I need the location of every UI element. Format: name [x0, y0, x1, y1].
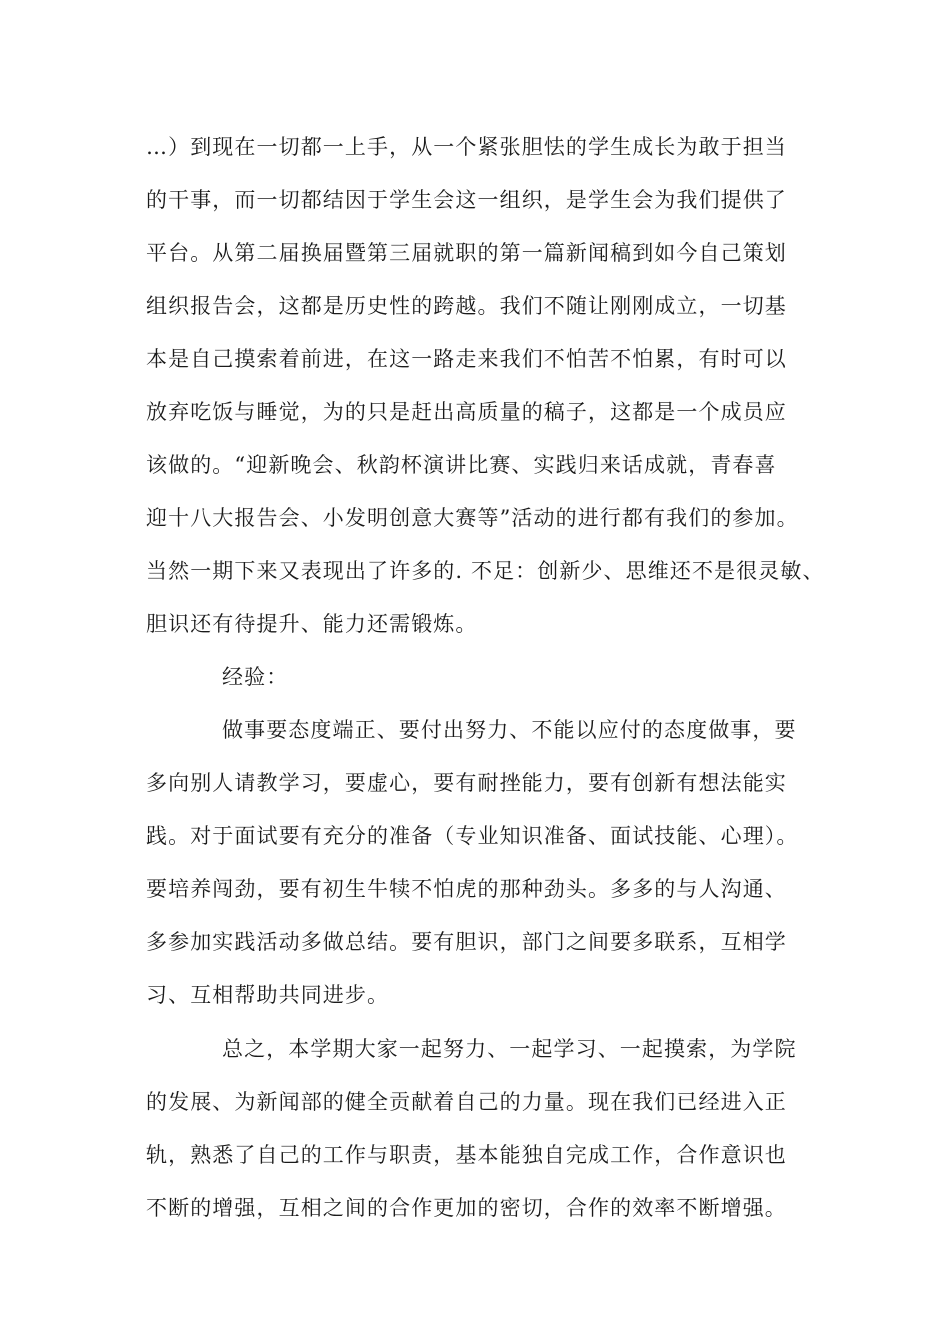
section-heading: 经验： [222, 665, 289, 689]
paragraph-1-line-3: 平台。从第二届换届暨第三届就职的第一篇新闻稿到如今自己策划 [146, 241, 787, 265]
paragraph-3-line-2: 的发展、为新闻部的健全贡献着自己的力量。现在我们已经进入正 [146, 1090, 787, 1114]
paragraph-1-line-1: …）到现在一切都一上手，从一个紧张胆怯的学生成长为敢于担当 [146, 135, 787, 159]
paragraph-2-line-5: 多参加实践活动多做总结。要有胆识，部门之间要多联系，互相学 [146, 930, 787, 954]
paragraph-2-line-3: 践。对于面试要有充分的准备（专业知识准备、面试技能、心理）。 [146, 824, 799, 848]
paragraph-1-line-10: 胆识还有待提升、能力还需锻炼。 [146, 612, 478, 636]
paragraph-2-line-6: 习、互相帮助共同进步。 [146, 983, 390, 1007]
paragraph-1-line-7: 该做的。“迎新晚会、秋韵杯演讲比赛、实践归来话成就，青春喜 [146, 453, 777, 477]
paragraph-1-line-2: 的干事，而一切都结因于学生会这一组织，是学生会为我们提供了 [146, 188, 787, 212]
paragraph-1-line-4: 组织报告会，这都是历史性的跨越。我们不随让刚刚成立，一切基 [146, 294, 787, 318]
paragraph-1-line-9: 当然一期下来又表现出了许多的. 不足：创新少、思维还不是很灵敏、 [146, 559, 825, 583]
paragraph-2-line-2: 多向别人请教学习，要虚心，要有耐挫能力，要有创新有想法能实 [146, 771, 787, 795]
paragraph-3-line-3: 轨，熟悉了自己的工作与职责，基本能独自完成工作，合作意识也 [146, 1143, 787, 1167]
paragraph-3-line-1: 总之，本学期大家一起努力、一起学习、一起摸索，为学院 [222, 1037, 797, 1061]
paragraph-1-line-8: 迎十八大报告会、小发明创意大赛等”活动的进行都有我们的参加。 [146, 506, 799, 530]
paragraph-2-line-1: 做事要态度端正、要付出努力、不能以应付的态度做事，要 [222, 718, 797, 742]
paragraph-1-line-5: 本是自己摸索着前进，在这一路走来我们不怕苦不怕累，有时可以 [146, 347, 787, 371]
paragraph-1-line-6: 放弃吃饭与睡觉，为的只是赶出高质量的稿子，这都是一个成员应 [146, 400, 787, 424]
paragraph-2-line-4: 要培养闯劲，要有初生牛犊不怕虎的那种劲头。多多的与人沟通、 [146, 877, 787, 901]
paragraph-3-line-4: 不断的增强，互相之间的合作更加的密切，合作的效率不断增强。 [146, 1196, 787, 1220]
